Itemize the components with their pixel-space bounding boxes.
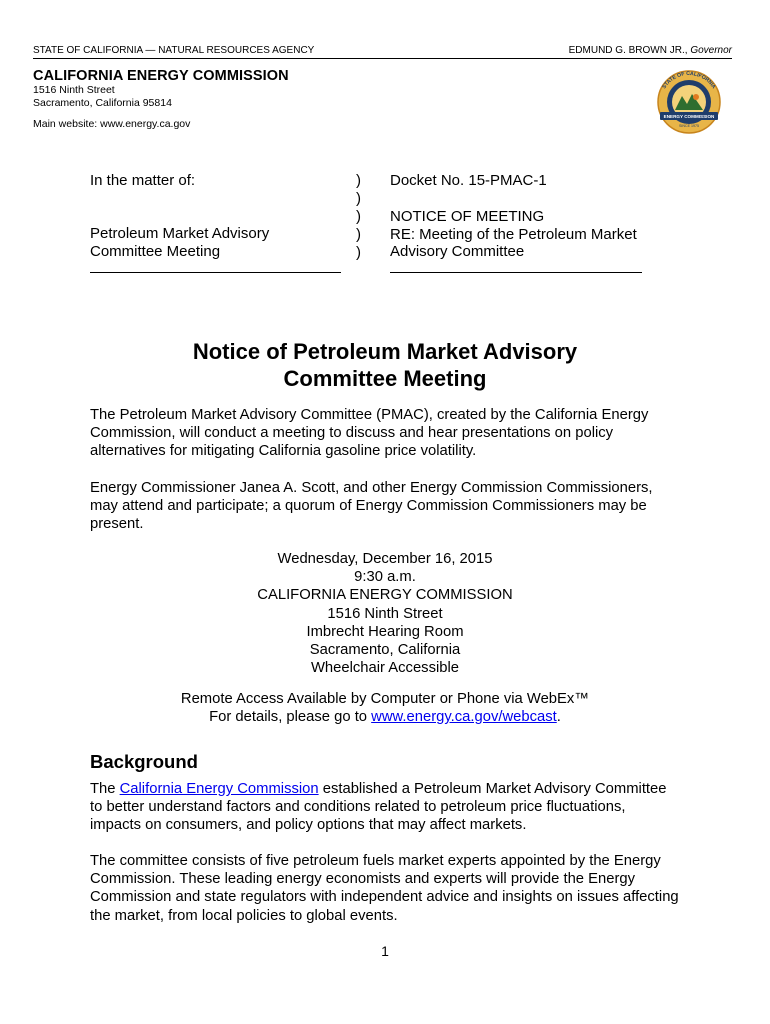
caption-rule-right (390, 272, 642, 273)
energy-commission-seal (646, 66, 732, 134)
seal-band-text: ENERGY COMMISSION (663, 114, 715, 119)
meeting-details (0, 550, 770, 677)
commission-website: Main website: www.energy.ca.gov (33, 118, 191, 130)
meeting-venue: CALIFORNIA ENERGY COMMISSION (257, 587, 513, 604)
intro-paragraph-2: Energy Commissioner Janea A. Scott, and other Energy Commission Commissioners, may attend and participate; a quorum of Energy Commission Commissioners may be present. (90, 480, 653, 533)
energy-commission-link[interactable]: California Energy Commission (119, 781, 319, 797)
background-p1-prefix: The (90, 781, 120, 797)
title-line-2: Committee Meeting (283, 366, 487, 391)
intro-paragraph-1: The Petroleum Market Advisory Committee (PMAC), created by the California Energy Commission, will conduct a meeting to discuss and hear presentations on policy alternatives for mitigating California gasoline price volatility. (90, 407, 649, 460)
remote-line-2-suffix: . (556, 709, 561, 726)
commission-city: Sacramento, California 95814 (33, 97, 172, 109)
re-line-2: Advisory Committee (390, 243, 525, 260)
commission-name: CALIFORNIA ENERGY COMMISSION (33, 68, 289, 84)
background-paragraph-1 (90, 780, 680, 835)
commission-street: 1516 Ninth Street (33, 84, 115, 96)
remote-line-2 (0, 708, 770, 726)
meeting-street: 1516 Ninth Street (327, 605, 443, 622)
docket-number: Docket No. 15-PMAC-1 (390, 172, 547, 189)
meeting-city: Sacramento, California (309, 642, 461, 659)
meeting-accessibility: Wheelchair Accessible (310, 660, 460, 677)
meeting-time: 9:30 a.m. (354, 569, 416, 586)
caption-paren: ) (356, 190, 361, 207)
agency-name: STATE OF CALIFORNIA — NATURAL RESOURCES AGENCY (33, 45, 315, 56)
title-line-1: Notice of Petroleum Market Advisory (192, 339, 578, 364)
background-heading: Background (90, 751, 198, 772)
seal-since-text: SINCE 1975 (679, 124, 699, 128)
background-p1-suffix: established a Petroleum Market Advisory Committee to better understand factors and conditions related to petroleum price fluctuations, impacts on consumers, and policy options that may affect markets. (90, 781, 667, 834)
matter-line-2: Committee Meeting (90, 243, 221, 260)
matter-line-1: Petroleum Market Advisory (90, 225, 270, 242)
document-title (0, 338, 770, 392)
notice-of-meeting: NOTICE OF MEETING (390, 208, 545, 225)
agency-header (33, 45, 732, 59)
meeting-room: Imbrecht Hearing Room (306, 623, 464, 640)
caption-rule-left (90, 272, 341, 273)
remote-access (0, 690, 770, 726)
governor-title: Governor (690, 45, 732, 56)
caption-paren: ) (356, 172, 361, 189)
seal-sun (693, 94, 699, 100)
governor-credit (569, 45, 732, 56)
page-number: 1 (381, 943, 389, 959)
caption-paren: ) (356, 244, 361, 261)
background-paragraph-2: The committee consists of five petroleum fuels market experts appointed by the Energy Commission. These leading energy economists and experts will provide the Energy Commission and state regulators with independent advice and insights on issues affecting the market, from local policies to global events. (90, 853, 679, 924)
remote-line-2-prefix: For details, please go to (209, 709, 372, 726)
webcast-link[interactable]: www.energy.ca.gov/webcast (371, 709, 557, 726)
in-matter-label: In the matter of: (90, 172, 196, 189)
seal-top-text: STATE OF CALIFORNIA (661, 70, 717, 91)
caption-paren: ) (356, 226, 361, 243)
remote-line-1: Remote Access Available by Computer or Phone via WebEx™ (180, 691, 590, 707)
re-line-1: RE: Meeting of the Petroleum Market (390, 226, 637, 243)
meeting-date: Wednesday, December 16, 2015 (277, 551, 493, 567)
governor-name: EDMUND G. BROWN JR., (568, 45, 691, 56)
caption-paren: ) (356, 208, 361, 225)
